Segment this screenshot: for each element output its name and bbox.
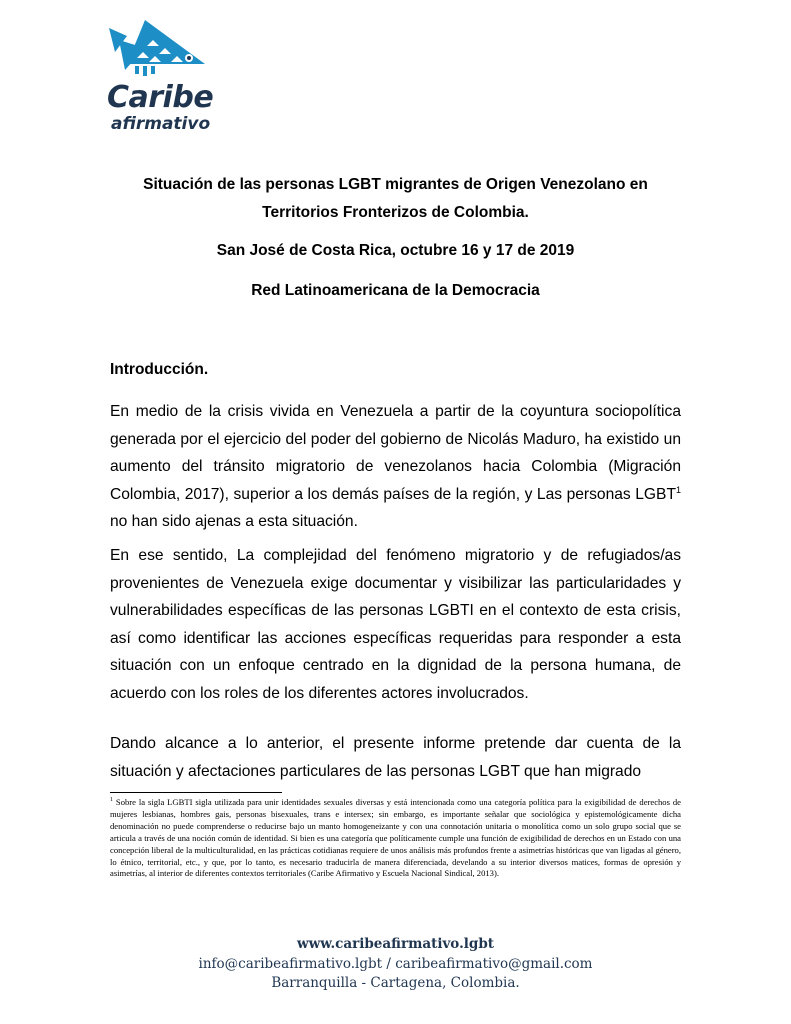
document-title-line-2: Territorios Fronterizos de Colombia.: [262, 204, 529, 221]
footnote-number: 1: [110, 797, 113, 804]
paragraph-1-text: En medio de la crisis vivida en Venezuela a partir de la coyuntura sociopolítica generada por el ejercicio del poder del gobierno de Nicolás Maduro, ha existido un aumento del tránsito migratorio de venezolanos hacia Colombia (Migración Colombia, 2017), superior a los demás países de la región, y Las personas LGBT: [110, 403, 681, 503]
document-organization: Red Latinoamericana de la Democracia: [251, 282, 540, 299]
footnote-reference[interactable]: 1: [675, 484, 681, 495]
paragraph-1: [110, 398, 681, 536]
footnote-1: [110, 797, 681, 880]
footer-website-link[interactable]: www.caribeafirmativo.lgbt: [296, 936, 495, 952]
document-title-line-1: Situación de las personas LGBT migrantes de Origen Venezolano en: [143, 176, 648, 193]
document-venue-date: San José de Costa Rica, octubre 16 y 17 de 2019: [216, 242, 575, 259]
footer-emails[interactable]: info@caribeafirmativo.lgbt / caribeafirmativo@gmail.com: [198, 956, 593, 972]
footer-location: Barranquilla - Cartagena, Colombia.: [271, 975, 520, 991]
paragraph-1-text-end: no han sido ajenas a esta situación.: [110, 513, 358, 530]
paragraph-2: En ese sentido, La complejidad del fenómeno migratorio y de refugiados/as provenientes de Venezuela exige documentar y visibilizar las particularidades y vulnerabilidades específicas de las personas LGBTI en el contexto de esta crisis, así como identificar las acciones específicas requeridas para responder a esta situación con un enfoque centrado en la dignidad de la persona humana, de acuerdo con los roles de los diferentes actores involucrados.: [110, 547, 681, 702]
footnote-text: Sobre la sigla LGBTI sigla utilizada para unir identidades sexuales diversas y está intencionada como una categoría política para la exigibilidad de derechos de mujeres lesbianas, hombres gais, personas bisexuales, trans e intersex; sin embargo, es importante señalar que sociológica y epistemológicamente dicha denominación no puede comprenderse o reducirse bajo un manto homogeneizante y con una connotación unitaria o monolítica como un solo grupo social que se articula a través de una noción común de identidad. Si bien es una categoría que políticamente cumple una función de exigibilidad de derechos en un Estado con una concepción liberal de la multiculturalidad, en las prácticas cotidianas requiere de unos análisis más profundos frente a asimetrías históricas que van ligadas al género, lo étnico, territorial, etc., y que, por lo tanto, es necesario traducirla de manera diferenciada, develando a su interior diversos matices, formas de opresión y asimetrías, al interior de diferentes contextos territoriales (Caribe Afirmativo y Escuela Nacional Sindical, 2013).: [110, 797, 681, 879]
section-heading-introduccion: Introducción.: [110, 361, 209, 378]
footnote-separator: [110, 792, 282, 793]
paragraph-3: Dando alcance a lo anterior, el presente informe pretende dar cuenta de la situación y afectaciones particulares de las personas LGBT que han migrado: [110, 735, 681, 780]
logo-word-afirmativo: afirmativo: [111, 114, 211, 134]
fish-emblem-icon: [105, 18, 225, 88]
logo-word-caribe: Caribe: [107, 80, 214, 115]
